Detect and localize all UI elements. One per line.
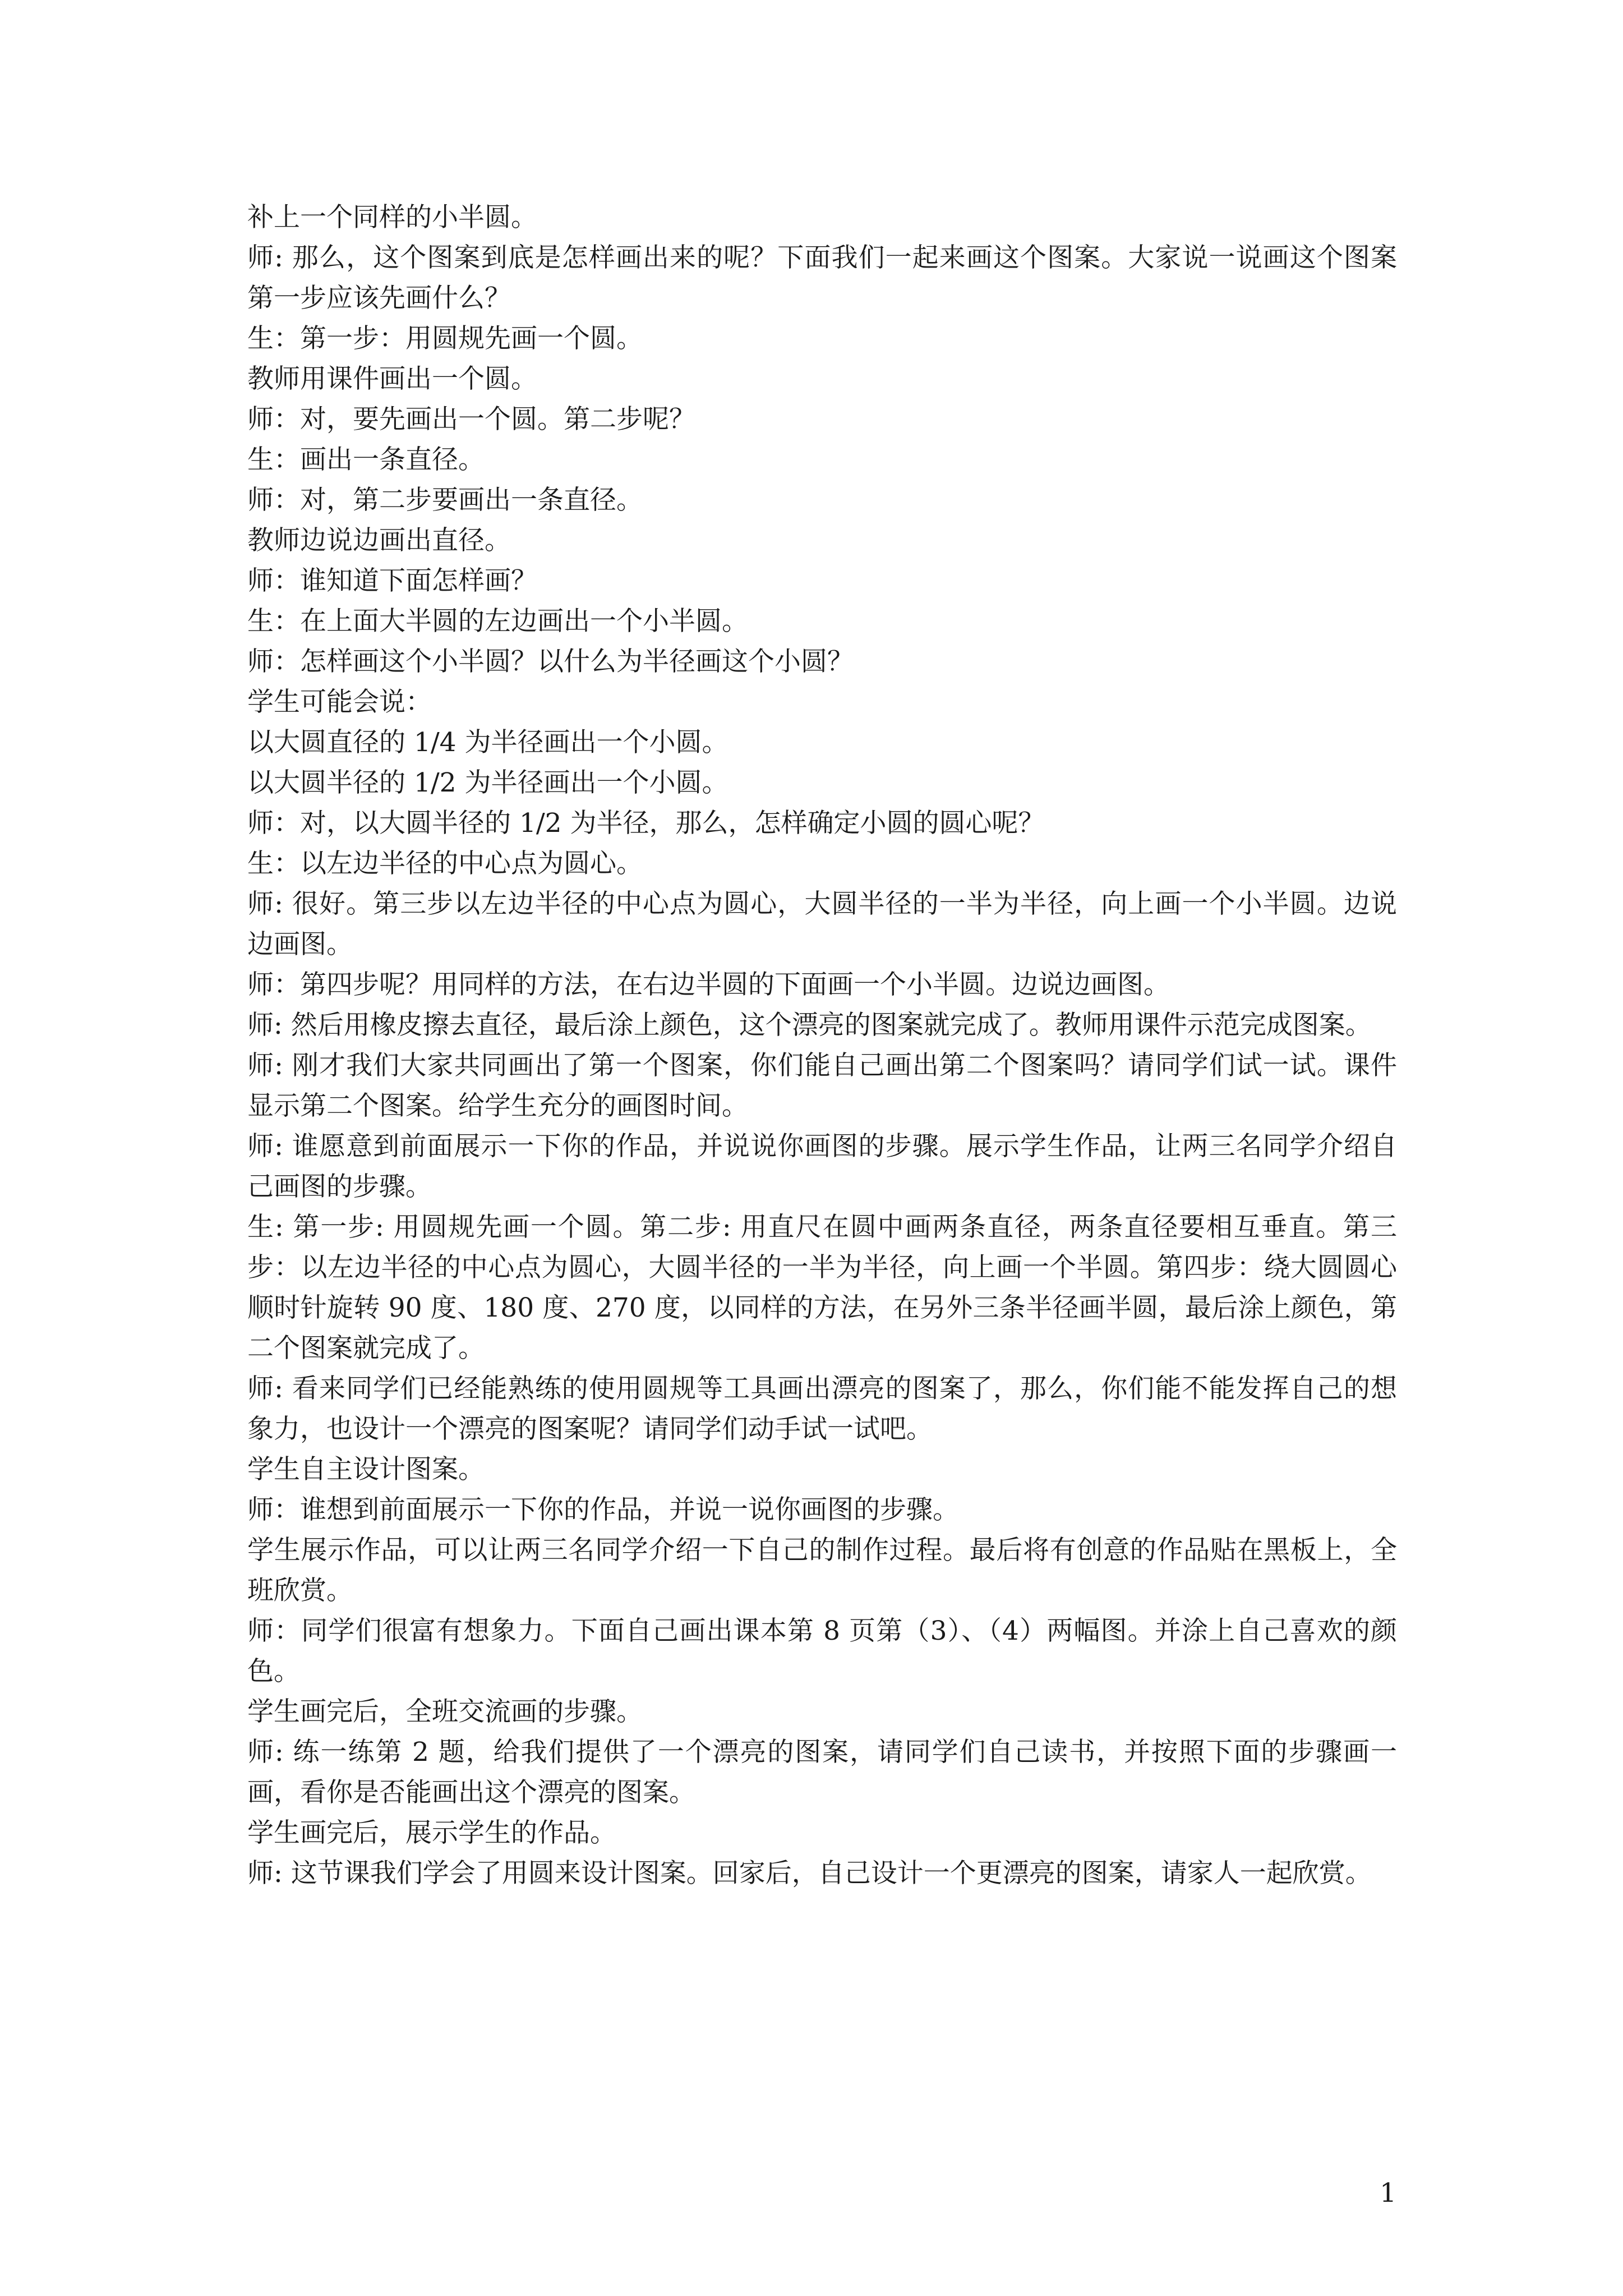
paragraph: 师：同学们很富有想象力。下面自己画出课本第 8 页第（3）、（4）两幅图。并涂上自己喜欢的颜色。 — [247, 1616, 1397, 1687]
paragraph: 师：谁知道下面怎样画？ — [247, 565, 537, 596]
paragraph: 以大圆半径的 1/2 为半径画出一个小圆。 — [247, 767, 728, 798]
paragraph: 教师用课件画出一个圆。 — [247, 364, 537, 394]
paragraph: 师：谁想到前面展示一下你的作品，并说一说你画图的步骤。 — [247, 1494, 959, 1525]
paragraph: 师: 谁愿意到前面展示一下你的作品，并说说你画图的步骤。展示学生作品，让两三名同学介绍自己画图的步骤。 — [247, 1131, 1397, 1202]
paragraph: 学生画完后，全班交流画的步骤。 — [247, 1696, 643, 1727]
paragraph: 补上一个同样的小半圆。 — [247, 202, 537, 233]
lesson-transcript-body — [247, 197, 1397, 1894]
paragraph: 师：第四步呢？用同样的方法，在右边半圆的下面画一个小半圆。边说边画图。 — [247, 969, 1170, 1000]
paragraph: 学生展示作品，可以让两三名同学介绍一下自己的制作过程。最后将有创意的作品贴在黑板上，全班欣赏。 — [247, 1535, 1397, 1606]
paragraph: 师：对，以大圆半径的 1/2 为半径，那么，怎样确定小圆的圆心呢？ — [247, 808, 1045, 839]
paragraph: 生: 第一步: 用圆规先画一个圆。第二步: 用直尺在圆中画两条直径，两条直径要相互垂直。第三步：以左边半径的中心点为圆心，大圆半径的一半为半径，向上画一个半圆。第四步：绕大圆圆心顺时针旋转 90 度、180 度、270 度，以同样的方法，在另外三条半径画半圆，最后涂上颜色，第二个图案就完成了。 — [247, 1212, 1397, 1364]
paragraph: 教师边说边画出直径。 — [247, 525, 511, 556]
paragraph: 师：对，要先画出一个圆。第二步呢？ — [247, 404, 695, 435]
paragraph: 师: 看来同学们已经能熟练的使用圆规等工具画出漂亮的图案了，那么，你们能不能发挥自己的想象力，也设计一个漂亮的图案呢？请同学们动手试一试吧。 — [247, 1373, 1397, 1444]
paragraph: 学生可能会说： — [247, 687, 432, 717]
paragraph: 学生画完后，展示学生的作品。 — [247, 1818, 616, 1848]
paragraph: 师: 这节课我们学会了用圆来设计图案。回家后，自己设计一个更漂亮的图案，请家人一起欣赏。 — [247, 1858, 1372, 1889]
paragraph: 师: 然后用橡皮擦去直径，最后涂上颜色，这个漂亮的图案就完成了。教师用课件示范完成图案。 — [247, 1010, 1372, 1041]
paragraph: 师：对，第二步要画出一条直径。 — [247, 485, 643, 516]
paragraph: 师: 那么，这个图案到底是怎样画出来的呢？下面我们一起来画这个图案。大家说一说画这个图案第一步应该先画什么？ — [247, 242, 1397, 314]
paragraph: 生：画出一条直径。 — [247, 444, 485, 475]
paragraph: 生：以左边半径的中心点为圆心。 — [247, 848, 643, 879]
paragraph: 师：怎样画这个小半圆？以什么为半径画这个小圆？ — [247, 646, 854, 677]
paragraph: 师: 练一练第 2 题，给我们提供了一个漂亮的图案，请同学们自己读书，并按照下面的步骤画一画，看你是否能画出这个漂亮的图案。 — [247, 1737, 1397, 1808]
paragraph: 以大圆直径的 1/4 为半径画出一个小圆。 — [247, 727, 728, 758]
paragraph: 学生自主设计图案。 — [247, 1454, 485, 1485]
page-number: 1 — [1380, 2178, 1396, 2208]
paragraph: 生：第一步：用圆规先画一个圆。 — [247, 323, 643, 354]
paragraph: 师: 很好。第三步以左边半径的中心点为圆心，大圆半径的一半为半径，向上画一个小半圆。边说边画图。 — [247, 889, 1397, 960]
paragraph: 生：在上面大半圆的左边画出一个小半圆。 — [247, 606, 748, 637]
paragraph: 师: 刚才我们大家共同画出了第一个图案，你们能自己画出第二个图案吗？请同学们试一试。课件显示第二个图案。给学生充分的画图时间。 — [247, 1050, 1397, 1121]
